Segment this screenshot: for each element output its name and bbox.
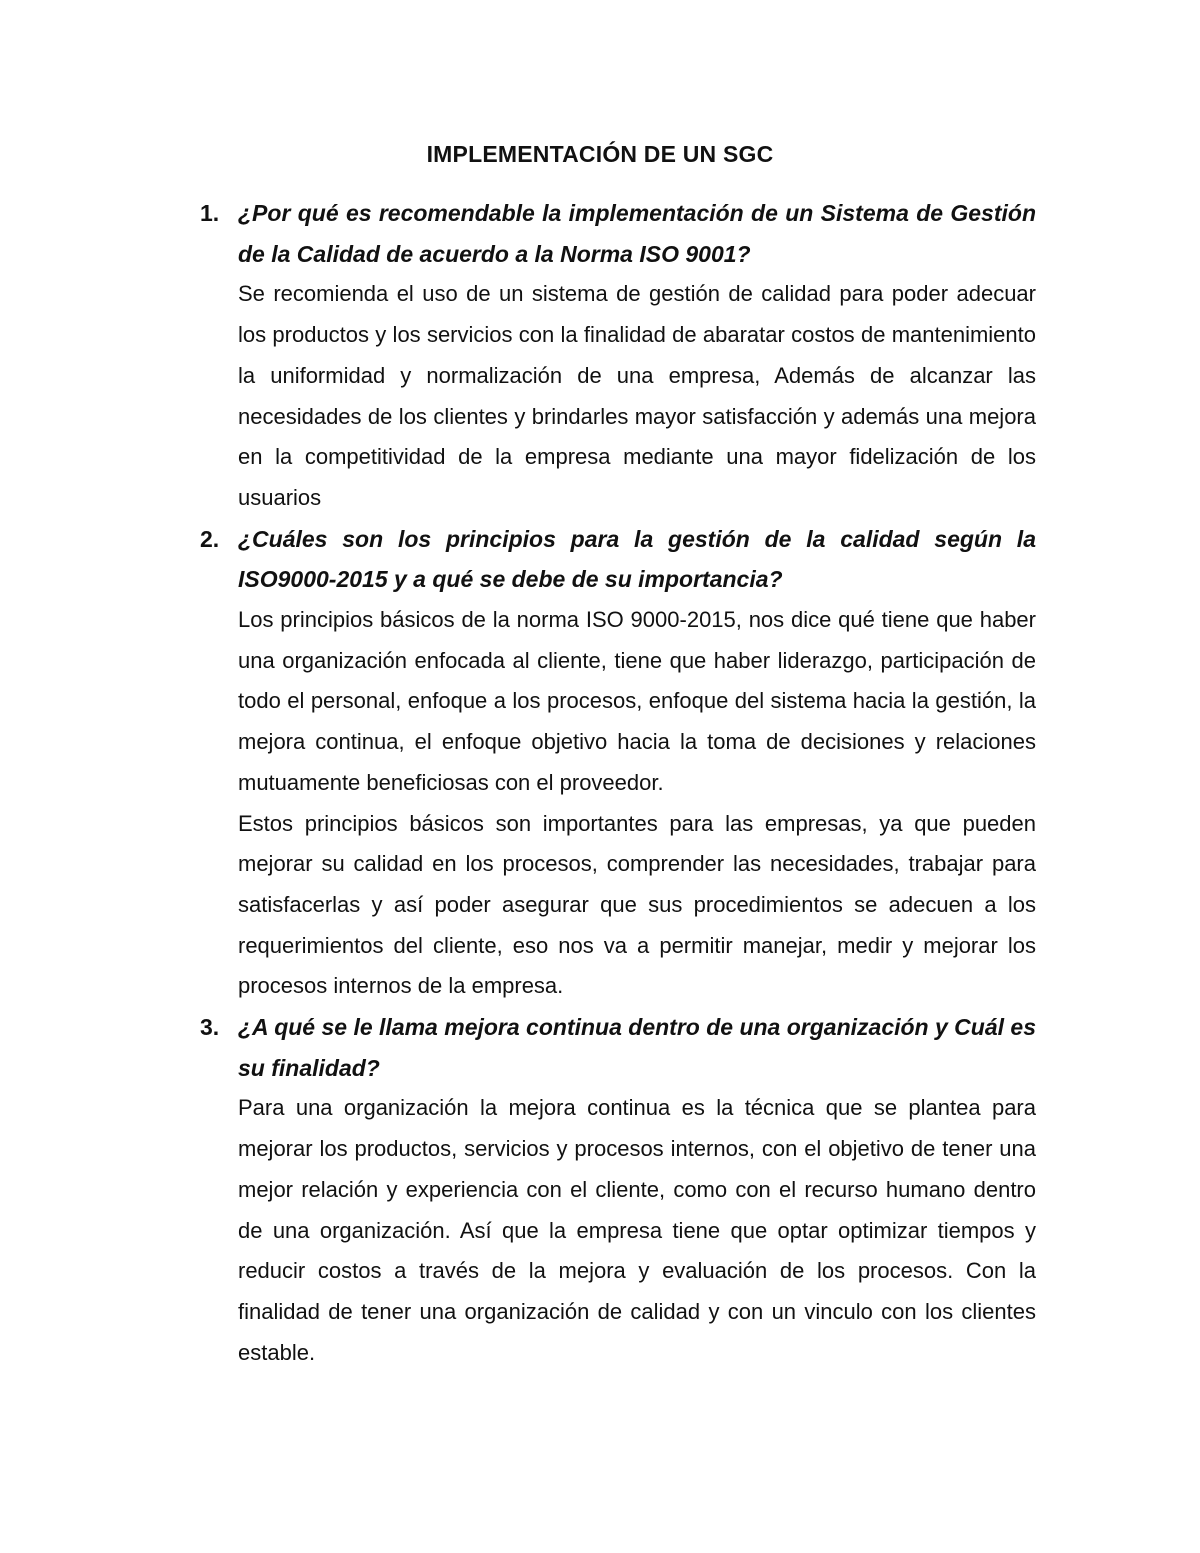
question-number: 1. [200, 200, 220, 226]
question-text: ¿Por qué es recomendable la implementación de un Sistema de Gestión de la Calidad de acuerdo a la Norma ISO 9001? [238, 200, 1036, 267]
question-text: ¿Cuáles son los principios para la gestión de la calidad según la ISO9000-2015 y a qué se debe de su importancia? [238, 525, 1036, 593]
question-list [200, 193, 1036, 1373]
answer-paragraph: Los principios básicos de la norma ISO 9000-2015, nos dice qué tiene que haber una organización enfocada al cliente, tiene que haber liderazgo, participación de todo el personal, enfoque a los procesos, enfoque del sistema hacia la gestión, la mejora continua, el enfoque objetivo hacia la toma de decisiones y relaciones mutuamente beneficiosas con el proveedor. [238, 607, 1036, 795]
answer-paragraph: Estos principios básicos son importantes para las empresas, ya que pueden mejorar su calidad en los procesos, comprender las necesidades, trabajar para satisfacerlas y así poder asegurar que sus procedimientos se adecuen a los requerimientos del cliente, eso nos va a permitir manejar, medir y mejorar los procesos internos de la empresa. [238, 810, 1036, 999]
question-number: 3. [200, 1014, 220, 1041]
question-item-2 [200, 519, 1036, 1007]
document-title: IMPLEMENTACIÓN DE UN SGC [426, 141, 774, 167]
answer-paragraph: Se recomienda el uso de un sistema de gestión de calidad para poder adecuar los productos y los servicios con la finalidad de abaratar costos de mantenimiento la uniformidad y normalización de una empresa, Además de alcanzar las necesidades de los clientes y brindarles mayor satisfacción y además una mejora en la competitividad de la empresa mediante una mayor fidelización de los usuarios [238, 281, 1036, 510]
question-number: 2. [200, 525, 220, 552]
question-item-3 [200, 1007, 1036, 1373]
question-text: ¿A qué se le llama mejora continua dentro de una organización y Cuál es su finalidad? [238, 1014, 1036, 1081]
question-item-1 [200, 193, 1036, 519]
answer-paragraph: Para una organización la mejora continua es la técnica que se plantea para mejorar los productos, servicios y procesos internos, con el objetivo de tener una mejor relación y experiencia con el cliente, como con el recurso humano dentro de una organización. Así que la empresa tiene que optar optimizar tiempos y reducir costos a través de la mejora y evaluación de los procesos. Con la finalidad de tener una organización de calidad y con un vinculo con los clientes estable. [238, 1095, 1036, 1365]
